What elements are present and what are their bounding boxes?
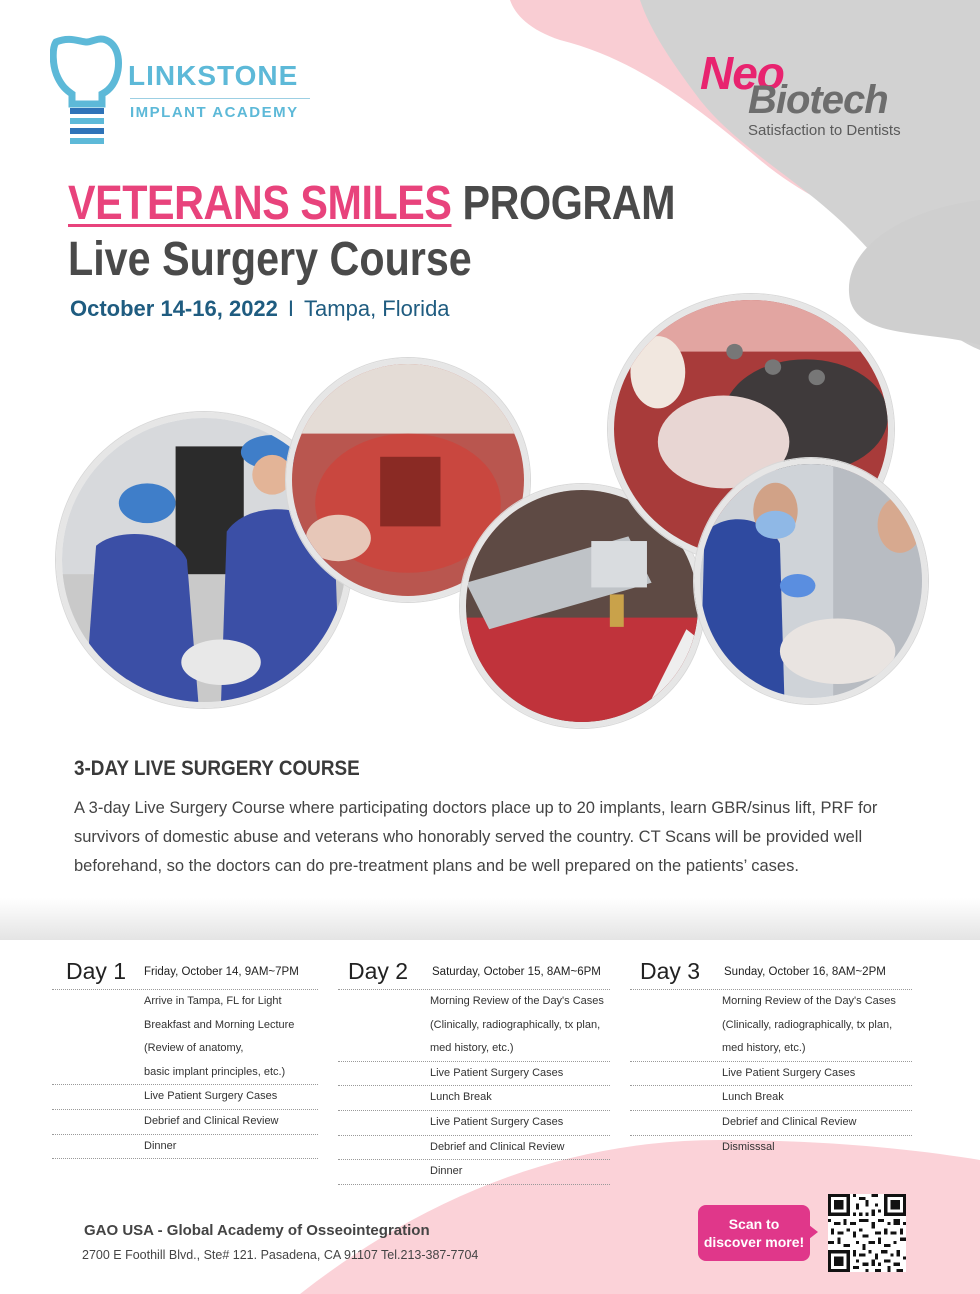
schedule-line: basic implant principles, etc.): [144, 1065, 286, 1078]
schedule-line: Morning Review of the Day's Cases: [722, 995, 896, 1007]
day-items: [630, 990, 912, 1159]
day-items: [338, 990, 610, 1185]
scan-cta-button[interactable]: [698, 1205, 810, 1261]
schedule-item: [630, 1111, 912, 1136]
schedule-line: Arrive in Tampa, FL for Light: [144, 995, 282, 1007]
schedule-item: [338, 1062, 610, 1087]
schedule-item: [52, 1135, 318, 1160]
schedule-line: Debrief and Clinical Review: [430, 1140, 565, 1153]
day-header: [630, 956, 912, 990]
day-date: Sunday, October 16, 8AM~2PM: [724, 966, 886, 978]
schedule-item: [338, 1160, 610, 1185]
day-column-2: [338, 956, 610, 1185]
day-label: Day 2: [348, 958, 409, 984]
schedule-line: (Review of anatomy,: [144, 1042, 244, 1055]
event-location: Tampa, Florida: [304, 296, 450, 321]
schedule-line: (Clinically, radiographically, tx plan,: [722, 1018, 893, 1031]
course-subtitle: Live Surgery Course: [68, 233, 472, 286]
day-header: [52, 956, 318, 990]
schedule-item: [630, 1086, 912, 1111]
scan-cta-line2: discover more!: [703, 1234, 805, 1250]
day-items: [52, 990, 318, 1159]
schedule-line: Debrief and Clinical Review: [144, 1114, 279, 1127]
schedule-line: Dismisssal: [722, 1140, 775, 1153]
schedule-line: (Clinically, radiographically, tx plan,: [430, 1018, 601, 1031]
day-label: Day 3: [640, 958, 701, 984]
tooth-implant-icon: [50, 34, 124, 146]
schedule-item: [52, 1085, 318, 1110]
schedule-line: Breakfast and Morning Lecture: [144, 1018, 295, 1031]
course-description: A 3-day Live Surgery Course where participating doctors place up to 20 implants, learn GBR/sinus lift, PRF for survivors of domestic abuse and veterans who honorably served the country. CT Scans will be provided well beforehand, so the doctors can do pre-treatment plans and be well prepared on the patients’ cases.: [74, 799, 878, 875]
biotech-wordmark: Biotech: [748, 78, 888, 122]
date-separator: I: [287, 296, 295, 321]
schedule-item: [630, 990, 912, 1062]
schedule-line: Live Patient Surgery Cases: [144, 1090, 278, 1103]
organization-name: GAO USA - Global Academy of Osseointegration: [84, 1222, 430, 1239]
day-date: Friday, October 14, 9AM~7PM: [144, 966, 299, 978]
program-title: [68, 176, 675, 231]
logo-rule: [130, 98, 310, 99]
schedule-item: [52, 990, 318, 1085]
day-column-1: [52, 956, 318, 1159]
day-label: Day 1: [66, 958, 127, 984]
qr-code[interactable]: [828, 1194, 906, 1272]
linkstone-subtitle: IMPLANT ACADEMY: [130, 104, 299, 121]
schedule-line: Dinner: [430, 1165, 463, 1178]
neo-wordmark: Neo: [700, 47, 784, 99]
schedule-item: [338, 1136, 610, 1161]
schedule-line: Morning Review of the Day's Cases: [430, 995, 604, 1007]
gray-band: [0, 898, 980, 940]
scan-cta-line1: Scan to: [728, 1216, 780, 1232]
schedule-item: [630, 1062, 912, 1087]
neobiotech-tagline: Satisfaction to Dentists: [748, 122, 901, 139]
qr-code-icon: [828, 1194, 906, 1272]
schedule-item: [338, 1086, 610, 1111]
schedule-line: Live Patient Surgery Cases: [430, 1115, 564, 1128]
linkstone-logo: [50, 34, 320, 146]
day-column-3: [630, 956, 912, 1159]
schedule-line: Lunch Break: [722, 1091, 784, 1104]
photo-doctor-performing: [694, 458, 928, 704]
day-header: [338, 956, 610, 990]
schedule-item: [338, 990, 610, 1062]
schedule-line: med history, etc.): [430, 1042, 514, 1055]
schedule-line: Live Patient Surgery Cases: [722, 1066, 856, 1079]
schedule-line: Dinner: [144, 1139, 177, 1152]
schedule-line: Lunch Break: [430, 1091, 492, 1104]
schedule-item: [52, 1110, 318, 1135]
neobiotech-logo: [696, 44, 936, 144]
course-heading: 3-DAY LIVE SURGERY COURSE: [74, 757, 360, 780]
linkstone-name: LINKSTONE: [128, 60, 299, 91]
event-date: October 14-16, 2022: [70, 296, 278, 321]
organization-address: 2700 E Foothill Blvd., Ste# 121. Pasadena, CA 91107 Tel.213-387-7704: [82, 1248, 479, 1262]
schedule-item: [630, 1136, 912, 1160]
program-title-rest: PROGRAM: [462, 177, 676, 230]
day-date: Saturday, October 15, 8AM~6PM: [432, 966, 601, 978]
schedule-line: med history, etc.): [722, 1042, 806, 1055]
schedule-line: Live Patient Surgery Cases: [430, 1066, 564, 1079]
schedule-item: [338, 1111, 610, 1136]
date-location-line: [70, 296, 450, 322]
program-title-highlight: VETERANS SMILES: [68, 177, 452, 230]
schedule-line: Debrief and Clinical Review: [722, 1115, 857, 1128]
